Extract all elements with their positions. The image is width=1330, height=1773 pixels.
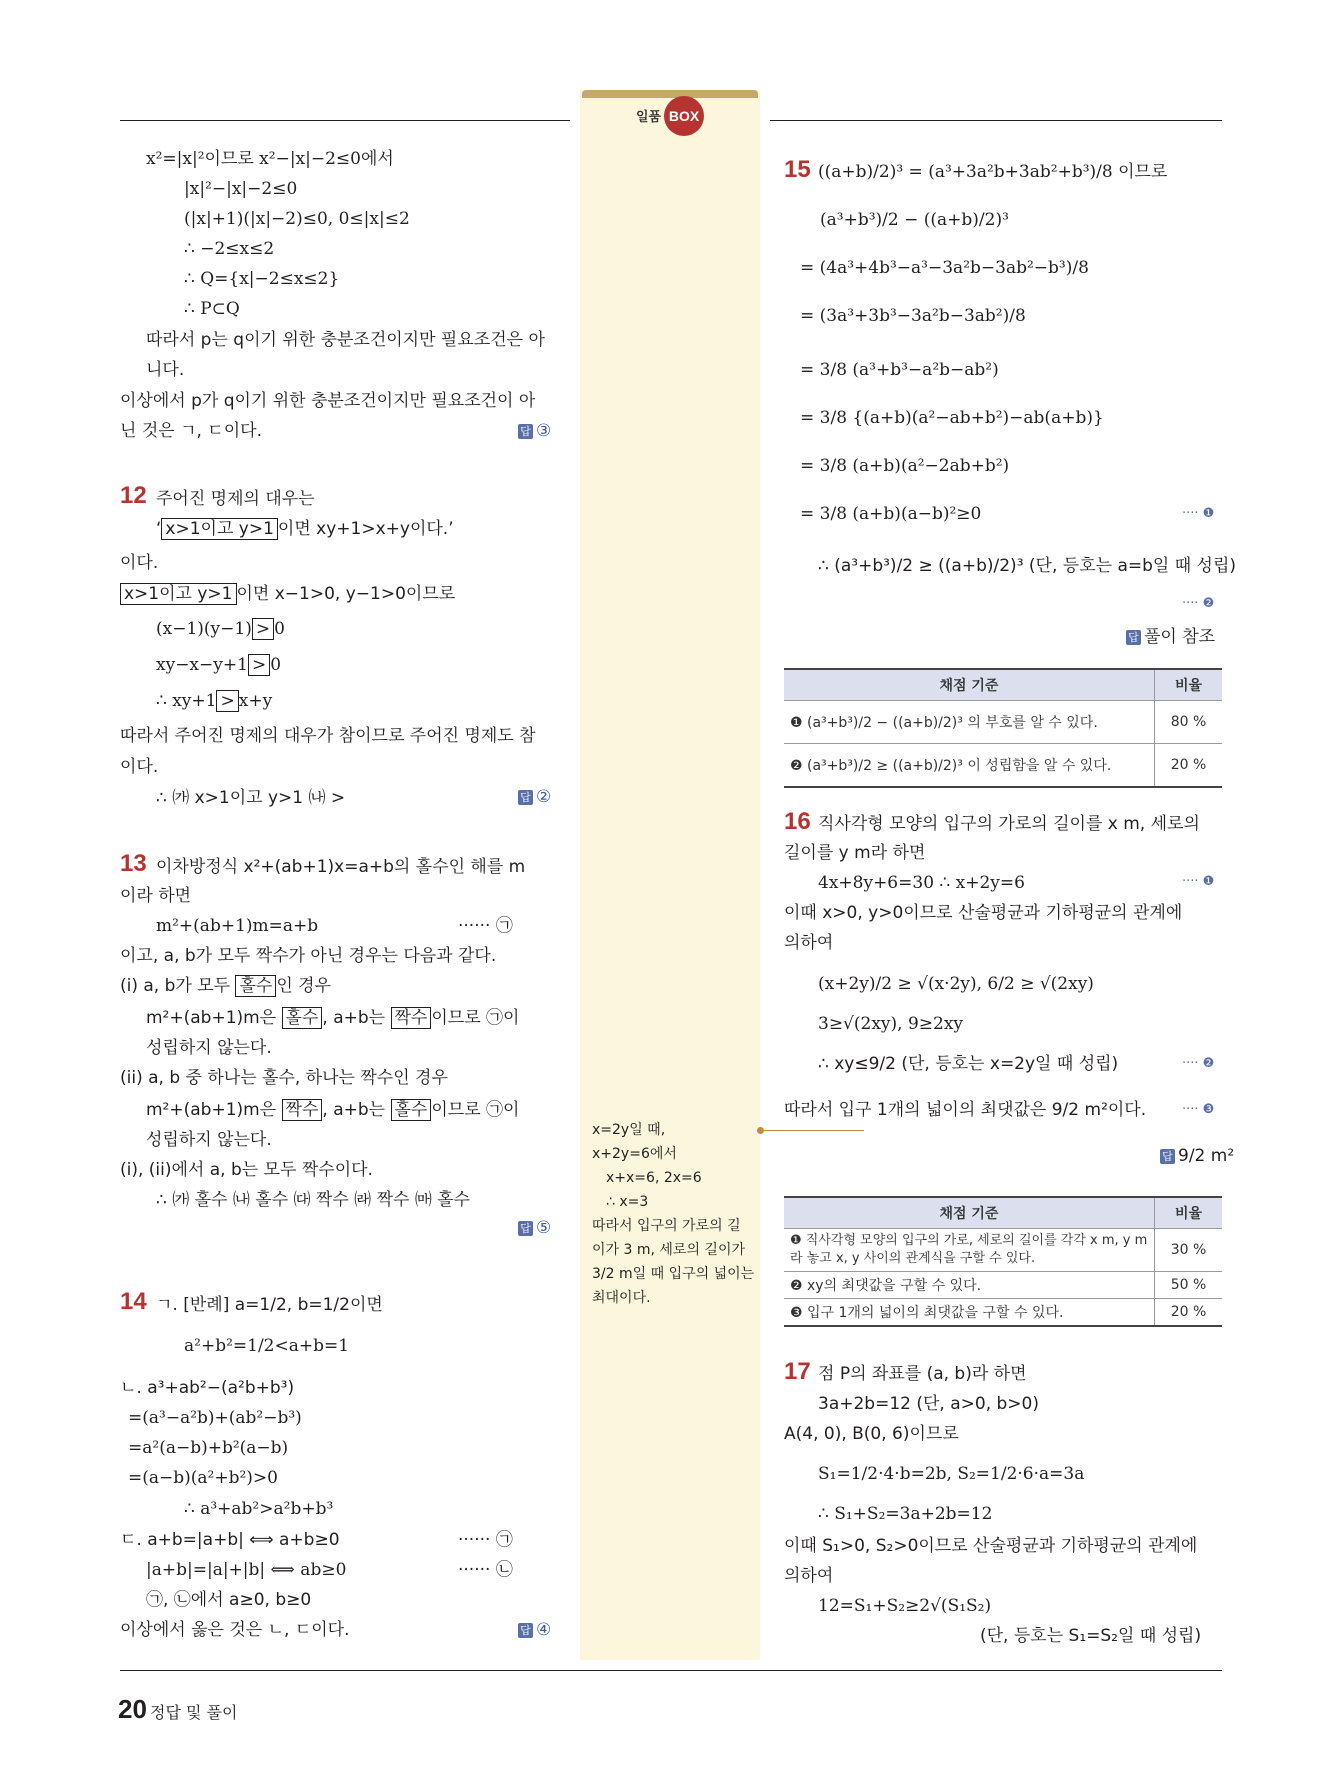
p14-line: ㉠, ㉡에서 a≥0, b≥0 <box>146 1590 312 1610</box>
p14-line: ㄱ. [반례] a=1/2, b=1/2이면 <box>156 1295 383 1315</box>
top-rule-left <box>120 120 570 121</box>
step-marker-2: ···· ❷ <box>1182 596 1215 611</box>
p17-line: 점 P의 좌표를 (a, b)라 하면 <box>818 1364 1027 1384</box>
step-marker-1: ···· ❶ <box>1182 506 1215 521</box>
answer-icon: 답 <box>518 790 533 805</box>
criteria-item: ❷ (a³+b³)/2 ≥ ((a+b)/2)³ 이 성립함을 알 수 있다. <box>784 744 1155 788</box>
problem-number: 15 <box>784 156 811 183</box>
rate-header: 비율 <box>1155 669 1223 701</box>
page-number: 20 <box>118 1694 147 1724</box>
p14-line: ㄷ. a+b=|a+b| ⟺ a+b≥0 <box>120 1530 340 1550</box>
p13-line: ∴ ㈎ 홀수 ㈏ 홀수 ㈐ 짝수 ㈑ 짝수 ㈒ 홀수 <box>156 1190 471 1210</box>
center-box-bar <box>582 90 758 98</box>
p12-answer: 답 ② <box>518 787 551 807</box>
box-badge: BOX <box>664 96 704 136</box>
p11-line: (|x|+1)(|x|−2)≤0, 0≤|x|≤2 <box>184 209 410 229</box>
p16-answer: 답 9/2 m² <box>1160 1146 1234 1166</box>
p16-line: 길이를 y m라 하면 <box>784 843 926 863</box>
p11-line: |x|²−|x|−2≤0 <box>184 179 298 199</box>
p17-line: (단, 등호는 S₁=S₂일 때 성립) <box>980 1626 1202 1646</box>
p13-line: 성립하지 않는다. <box>146 1038 272 1058</box>
p12-line: x>1이고 y>1 이면 x−1>0, y−1>0이므로 <box>120 582 455 606</box>
p14-line: 이상에서 옳은 것은 ㄴ, ㄷ이다. <box>120 1620 350 1640</box>
footer-label: 정답 및 풀이 <box>150 1703 238 1722</box>
p17-line: A(4, 0), B(0, 6)이므로 <box>784 1424 959 1444</box>
p15-criteria-table <box>784 668 1222 788</box>
criteria-item: ❷ xy의 최댓값을 구할 수 있다. <box>784 1272 1155 1299</box>
criteria-item: ❶ (a³+b³)/2 − ((a+b)/2)³ 의 부호를 알 수 있다. <box>784 701 1155 744</box>
rate-header: 비율 <box>1155 1197 1223 1229</box>
p13-line: 이고, a, b가 모두 짝수가 아닌 경우는 다음과 같다. <box>120 946 497 966</box>
p16-line: 의하여 <box>784 933 834 953</box>
p15-line: (a³+b³)/2 − ((a+b)/2)³ <box>820 210 1009 230</box>
p13-line: (i) a, b가 모두 홀수 인 경우 <box>120 976 332 996</box>
p11-line: 니다. <box>146 360 185 380</box>
problem-number: 14 <box>120 1288 147 1315</box>
connector-line <box>764 1130 864 1131</box>
side-note-line: 최대이다. <box>592 1290 651 1306</box>
p12-line: ∴ xy+1 > x+y <box>156 691 273 711</box>
side-note-line: x+2y=6에서 <box>592 1146 677 1162</box>
answer-icon: 답 <box>518 1221 533 1236</box>
p14-tag: ······ ㉡ <box>458 1560 513 1580</box>
p13-line: 성립하지 않는다. <box>146 1130 272 1150</box>
criteria-header: 채점 기준 <box>784 1197 1155 1229</box>
criteria-item: ❶ 직사각형 모양의 입구의 가로, 세로의 길이를 각각 x m, y m라 놓고 x, y 사이의 관계식을 구할 수 있다. <box>784 1229 1155 1272</box>
p12-line: 따라서 주어진 명제의 대우가 참이므로 주어진 명제도 참 <box>120 726 536 746</box>
p11-line: 닌 것은 ㄱ, ㄷ이다. <box>120 421 262 441</box>
p16-line: 3≥√(2xy), 9≥2xy <box>818 1014 964 1034</box>
p14-answer: 답 ④ <box>518 1620 551 1640</box>
problem-number: 16 <box>784 808 811 835</box>
p14-line: a²+b²=1/2<a+b=1 <box>184 1336 350 1356</box>
answer-icon: 답 <box>1126 630 1141 645</box>
p12-line: 이다. <box>120 553 159 573</box>
top-rule-right <box>770 120 1222 121</box>
p12-line: xy−x−y+1 > 0 <box>156 655 282 675</box>
p12-line: 이다. <box>120 757 159 777</box>
p15-line: ((a+b)/2)³ = (a³+3a²b+3ab²+b³)/8 이므로 <box>818 162 1168 182</box>
p17-line: ∴ S₁+S₂=3a+2b=12 <box>818 1504 993 1524</box>
step-marker-3: ···· ❸ <box>1182 1102 1215 1117</box>
p12-line: 주어진 명제의 대우는 <box>156 489 315 509</box>
side-note-line: x+x=6, 2x=6 <box>606 1170 702 1186</box>
p14-line: |a+b|=|a|+|b| ⟺ ab≥0 <box>146 1560 347 1580</box>
side-note <box>592 1118 755 1310</box>
problem-number: 12 <box>120 482 147 509</box>
footer-rule <box>120 1670 1222 1671</box>
problem-number: 17 <box>784 1358 811 1385</box>
p12-line: ∴ ㈎ x>1이고 y>1 ㈏ > <box>156 788 346 808</box>
p13-line: m²+(ab+1)m은 홀수 , a+b는 짝수 이므로 ㉠이 <box>146 1008 520 1028</box>
p11-answer: 답 ③ <box>518 421 551 441</box>
criteria-rate: 20 % <box>1155 1299 1223 1327</box>
answer-icon: 답 <box>1160 1149 1175 1164</box>
problem-number: 13 <box>120 850 147 877</box>
p13-line: m²+(ab+1)m=a+b <box>156 916 319 936</box>
p14-tag: ······ ㉠ <box>458 1530 513 1550</box>
p16-line: (x+2y)/2 ≥ √(x·2y), 6/2 ≥ √(2xy) <box>818 974 1094 994</box>
p16-line: 따라서 입구 1개의 넓이의 최댓값은 9/2 m²이다. <box>784 1100 1147 1120</box>
criteria-header: 채점 기준 <box>784 669 1155 701</box>
p16-line: ∴ xy≤9/2 (단, 등호는 x=2y일 때 성립) <box>818 1054 1119 1074</box>
p15-line: = 3/8 {(a+b)(a²−ab+b²)−ab(a+b)} <box>800 408 1104 428</box>
p15-line: ∴ (a³+b³)/2 ≥ ((a+b)/2)³ (단, 등호는 a=b일 때 성립) <box>818 556 1237 576</box>
p11-line: ∴ −2≤x≤2 <box>184 239 275 259</box>
p13-tag: ······ ㉠ <box>458 916 513 936</box>
side-note-line: 3/2 m일 때 입구의 넓이는 <box>592 1266 755 1282</box>
p16-line: 4x+8y+6=30 ∴ x+2y=6 <box>818 873 1025 893</box>
p11-line: ∴ P⊂Q <box>184 299 240 319</box>
p15-line: = (3a³+3b³−3a²b−3ab²)/8 <box>800 306 1026 326</box>
center-box-column <box>580 90 760 1660</box>
p14-line: =(a³−a²b)+(ab²−b³) <box>128 1408 302 1428</box>
p17-line: 3a+2b=12 (단, a>0, b>0) <box>818 1394 1039 1414</box>
p14-line: ∴ a³+ab²>a²b+b³ <box>184 1499 334 1519</box>
p14-line: ㄴ. a³+ab²−(a²b+b³) <box>120 1378 295 1398</box>
p11-line: x²=|x|²이므로 x²−|x|−2≤0에서 <box>146 149 394 169</box>
p12-line: ‘ x>1이고 y>1 이면 xy+1>x+y이다.’ <box>156 519 454 539</box>
box-label: 일품 <box>636 110 662 125</box>
p13-line: m²+(ab+1)m은 짝수 , a+b는 홀수 이므로 ㉠이 <box>146 1100 520 1120</box>
answer-icon: 답 <box>518 1623 533 1638</box>
p14-line: =(a−b)(a²+b²)>0 <box>128 1468 278 1488</box>
step-marker-2: ···· ❷ <box>1182 1056 1215 1071</box>
p13-line: 이차방정식 x²+(ab+1)x=a+b의 홀수인 해를 m <box>156 857 526 877</box>
step-marker-1: ···· ❶ <box>1182 874 1215 889</box>
p15-line: = 3/8 (a³+b³−a²b−ab²) <box>800 360 999 380</box>
side-note-line: ∴ x=3 <box>606 1194 649 1210</box>
answer-icon: 답 <box>518 424 533 439</box>
criteria-rate: 30 % <box>1155 1229 1223 1272</box>
p17-line: 12=S₁+S₂≥2√(S₁S₂) <box>818 1596 992 1616</box>
criteria-item: ❸ 입구 1개의 넓이의 최댓값을 구할 수 있다. <box>784 1299 1155 1327</box>
p13-line: 이라 하면 <box>120 886 192 906</box>
p17-line: 이때 S₁>0, S₂>0이므로 산술평균과 기하평균의 관계에 <box>784 1536 1198 1556</box>
p11-line: ∴ Q={x|−2≤x≤2} <box>184 269 340 289</box>
p17-line: S₁=1/2·4·b=2b, S₂=1/2·6·a=3a <box>818 1464 1085 1484</box>
criteria-rate: 20 % <box>1155 744 1223 788</box>
criteria-rate: 50 % <box>1155 1272 1223 1299</box>
p13-line: (i), (ii)에서 a, b는 모두 짝수이다. <box>120 1160 373 1180</box>
connector-dot <box>757 1127 764 1134</box>
p13-answer: 답 ⑤ <box>518 1218 551 1238</box>
p15-line: = 3/8 (a+b)(a−b)²≥0 <box>800 504 982 524</box>
p11-line: 이상에서 p가 q이기 위한 충분조건이지만 필요조건이 아 <box>120 391 536 411</box>
p15-answer: 답 풀이 참조 <box>1126 622 1215 647</box>
p12-line: (x−1)(y−1) > 0 <box>156 619 285 639</box>
p15-line: = 3/8 (a+b)(a²−2ab+b²) <box>800 456 1010 476</box>
p13-line: (ii) a, b 중 하나는 홀수, 하나는 짝수인 경우 <box>120 1068 448 1088</box>
side-note-line: x=2y일 때, <box>592 1122 666 1138</box>
p16-criteria-table <box>784 1196 1222 1327</box>
criteria-rate: 80 % <box>1155 701 1223 744</box>
p14-line: =a²(a−b)+b²(a−b) <box>128 1438 289 1458</box>
p17-line: 의하여 <box>784 1566 834 1586</box>
p16-line: 직사각형 모양의 입구의 가로의 길이를 x m, 세로의 <box>818 814 1200 834</box>
p16-line: 이때 x>0, y>0이므로 산술평균과 기하평균의 관계에 <box>784 903 1183 923</box>
side-note-line: 따라서 입구의 가로의 길 <box>592 1218 741 1234</box>
side-note-line: 이가 3 m, 세로의 길이가 <box>592 1242 745 1258</box>
p11-line: 따라서 p는 q이기 위한 충분조건이지만 필요조건은 아 <box>146 330 545 350</box>
p15-line: = (4a³+4b³−a³−3a²b−3ab²−b³)/8 <box>800 258 1089 278</box>
